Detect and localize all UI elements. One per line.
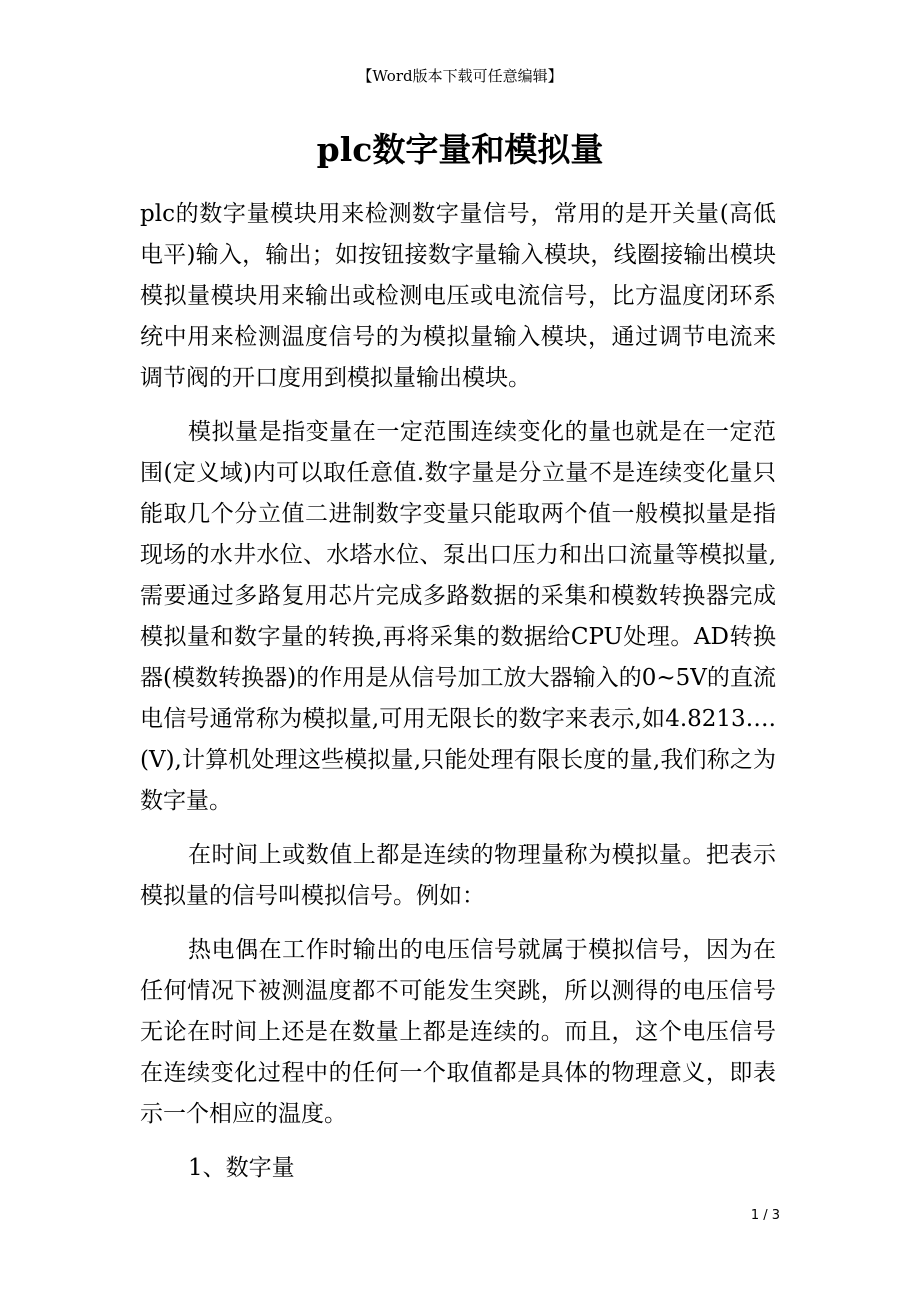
paragraph-analog-definition: 模拟量是指变量在一定范围连续变化的量也就是在一定范围(定义域)内可以取任意值.数字量是分立量不是连续变化量只能取几个分立值二进制数字变量只能取两个值一般模拟量是指现场的水井水位、水塔水位、泵出口压力和出口流量等模拟量,需要通过多路复用芯片完成多路数据的采集和模数转换器完成模拟量和数字量的转换,再将采集的数据给CPU处理。AD转换器(模数转换器)的作用是从信号加工放大器输入的0~5V的直流电信号通常称为模拟量,可用无限长的数字来表示,如4.8213….(V),计算机处理这些模拟量,只能处理有限长度的量,我们称之为数字量。	[140, 419, 776, 814]
section-heading-digital: 1、数字量	[188, 1155, 295, 1181]
paragraph-analog-signal: 在时间上或数值上都是连续的物理量称为模拟量。把表示模拟量的信号叫模拟信号。例如：	[140, 842, 776, 909]
document-body	[140, 194, 776, 1202]
page-number: 1 / 3	[750, 1208, 780, 1223]
page-header: 【Word版本下载可任意编辑】	[357, 67, 563, 85]
paragraph-intro: plc的数字量模块用来检测数字量信号，常用的是开关量(高低电平)输入，输出；如按钮接数字量输入模块，线圈接输出模块模拟量模块用来输出或检测电压或电流信号，比方温度闭环系统中用来检测温度信号的为模拟量输入模块，通过调节电流来调节阀的开口度用到模拟量输出模块。	[140, 201, 776, 391]
paragraph-thermocouple-example: 热电偶在工作时输出的电压信号就属于模拟信号，因为在任何情况下被测温度都不可能发生突跳，所以测得的电压信号无论在时间上还是在数量上都是连续的。而且，这个电压信号在连续变化过程中的任何一个取值都是具体的物理意义，即表示一个相应的温度。	[140, 937, 776, 1127]
document-title: plc数字量和模拟量	[316, 130, 604, 169]
